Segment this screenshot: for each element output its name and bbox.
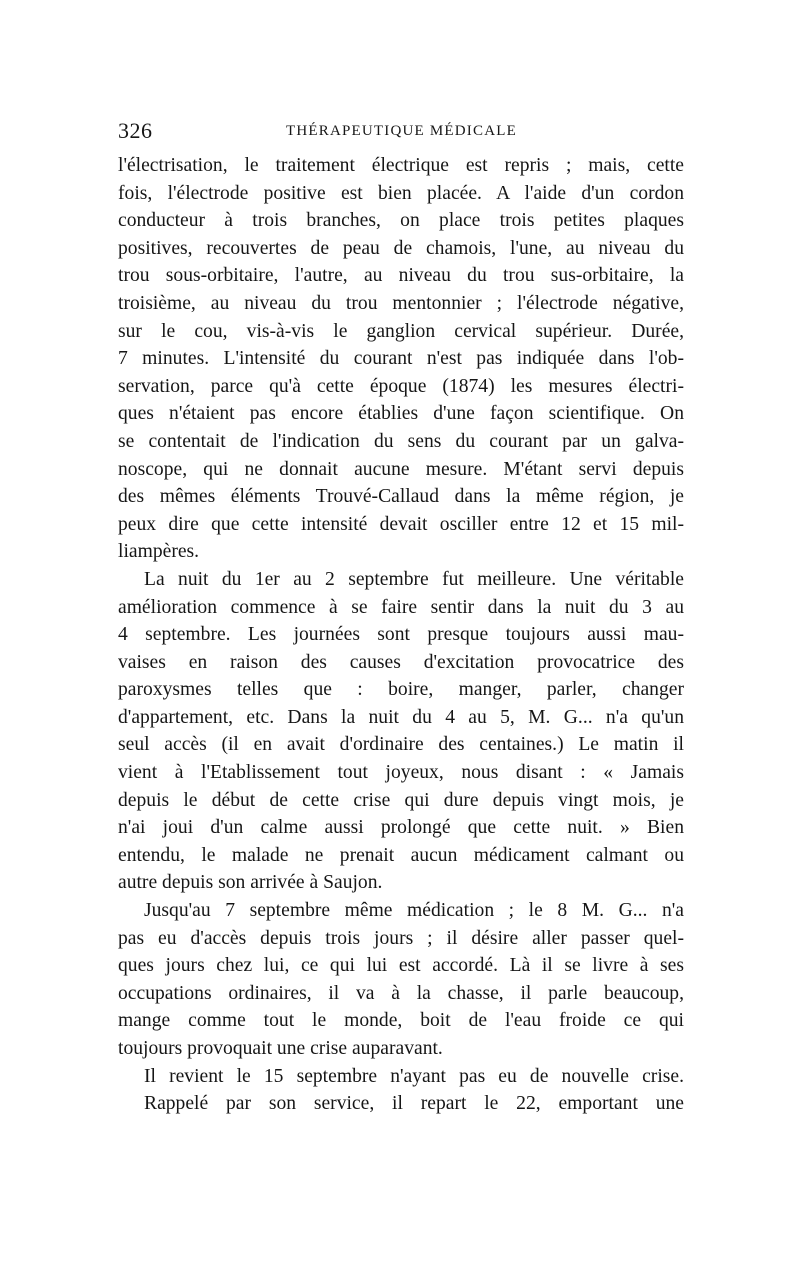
text-line: des mêmes éléments Trouvé-Callaud dans la même région, je xyxy=(118,486,684,508)
text-line: d'appartement, etc. Dans la nuit du 4 au 5, M. G... n'a qu'un xyxy=(118,706,684,728)
text-line: La nuit du 1er au 2 septembre fut meilleure. Une véritable xyxy=(144,568,684,590)
page-number: 326 xyxy=(118,118,153,143)
text-line: l'électrisation, le traitement électrique est repris ; mais, cette xyxy=(118,155,684,176)
text-line: mange comme tout le monde, boit de l'eau froide ce qui xyxy=(118,1010,684,1032)
text-line: paroxysmes telles que : boire, manger, parler, changer xyxy=(118,679,684,701)
text-line: amélioration commence à se faire sentir dans la nuit du 3 au xyxy=(118,596,684,618)
paragraph-2 xyxy=(118,566,684,897)
text-line: Rappelé par son service, il repart le 22, emportant une xyxy=(144,1093,684,1115)
text-line: vient à l'Etablissement tout joyeux, nous disant : « Jamais xyxy=(118,762,684,784)
text-line: seul accès (il en avait d'ordinaire des centaines.) Le matin il xyxy=(118,734,684,756)
body-text xyxy=(118,152,684,1118)
text-line: toujours provoquait une crise auparavant. xyxy=(118,1038,443,1059)
text-line: Jusqu'au 7 septembre même médication ; le 8 M. G... n'a xyxy=(144,900,684,922)
text-line: Il revient le 15 septembre n'ayant pas eu de nouvelle crise. xyxy=(144,1065,684,1087)
text-line: autre depuis son arrivée à Saujon. xyxy=(118,872,383,894)
paragraph-5 xyxy=(118,1090,684,1118)
paragraph-4 xyxy=(118,1063,684,1091)
running-head xyxy=(118,118,688,146)
text-line: trou sous-orbitaire, l'autre, au niveau du trou sus-orbitaire, la xyxy=(118,265,684,287)
running-title: THÉRAPEUTIQUE MÉDICALE xyxy=(286,123,517,139)
text-line: vaises en raison des causes d'excitation provocatrice des xyxy=(118,651,684,673)
text-line: fois, l'électrode positive est bien placée. A l'aide d'un cordon xyxy=(118,182,684,204)
text-line: se contentait de l'indication du sens du courant par un galva- xyxy=(118,430,684,452)
text-line: positives, recouvertes de peau de chamois, l'une, au niveau du xyxy=(118,237,684,259)
paragraph-1 xyxy=(118,152,684,566)
text-line: n'ai joui d'un calme aussi prolongé que cette nuit. » Bien xyxy=(118,817,684,839)
text-line: peux dire que cette intensité devait osciller entre 12 et 15 mil- xyxy=(118,513,684,535)
text-line: conducteur à trois branches, on place trois petites plaques xyxy=(118,210,684,232)
text-line: ques n'étaient pas encore établies d'une façon scientifique. On xyxy=(118,403,684,425)
text-line: occupations ordinaires, il va à la chasse, il parle beaucoup, xyxy=(118,982,684,1004)
paragraph-3 xyxy=(118,897,684,1063)
text-line: depuis le début de cette crise qui dure depuis vingt mois, je xyxy=(118,789,684,811)
text-line: sur le cou, vis-à-vis le ganglion cervical supérieur. Durée, xyxy=(118,320,684,342)
text-line: troisième, au niveau du trou mentonnier ; l'électrode négative, xyxy=(118,292,684,314)
text-line: entendu, le malade ne prenait aucun médicament calmant ou xyxy=(118,844,684,866)
text-line: noscope, qui ne donnait aucune mesure. M'étant servi depuis xyxy=(118,458,684,480)
text-line: pas eu d'accès depuis trois jours ; il désire aller passer quel- xyxy=(118,927,684,949)
text-line: liampères. xyxy=(118,541,200,563)
text-line: ques jours chez lui, ce qui lui est accordé. Là il se livre à ses xyxy=(118,955,684,977)
text-line: servation, parce qu'à cette époque (1874) les mesures électri- xyxy=(118,375,684,397)
text-line: 7 minutes. L'intensité du courant n'est pas indiquée dans l'ob- xyxy=(118,348,684,370)
text-line: 4 septembre. Les journées sont presque toujours aussi mau- xyxy=(118,624,684,646)
